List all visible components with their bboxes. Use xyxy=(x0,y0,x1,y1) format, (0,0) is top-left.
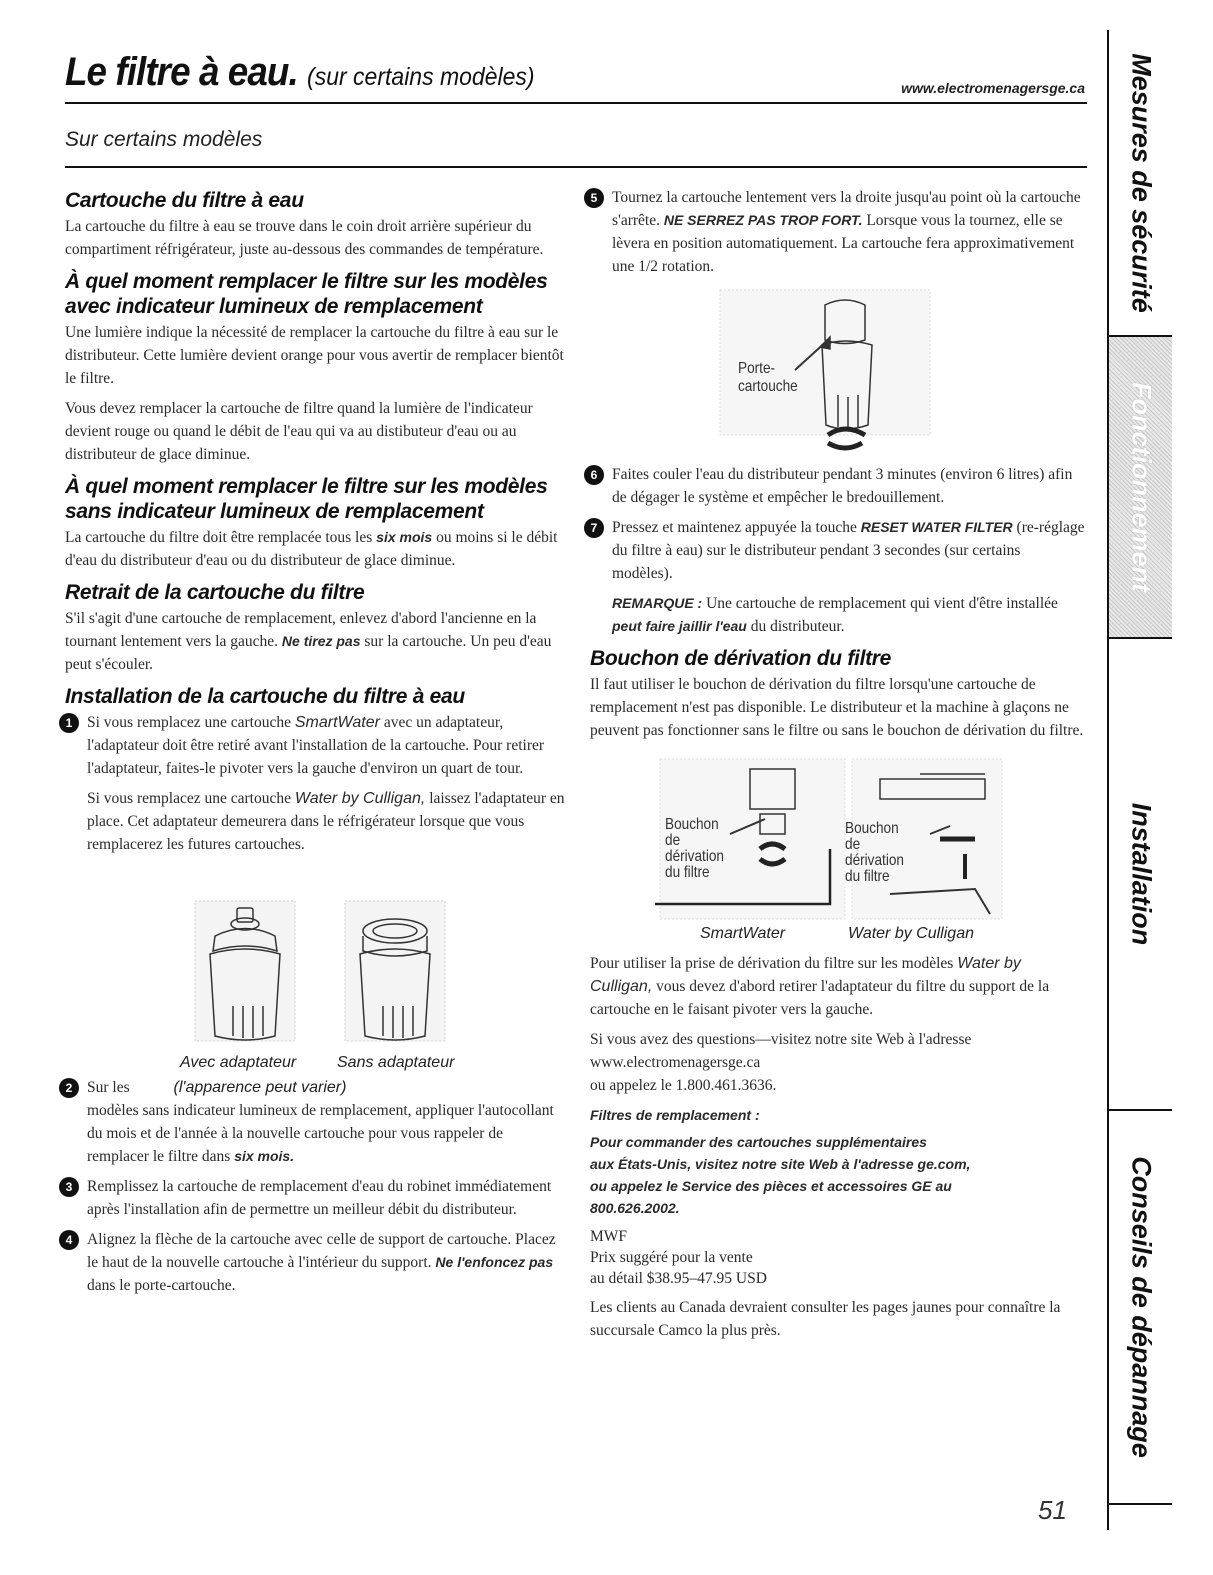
label-bouchon-2: Bouchon xyxy=(845,820,899,837)
tab-installation[interactable]: Installation xyxy=(1109,639,1172,1111)
para-avec-1: Une lumière indique la nécessité de remplacer la cartouche du filtre à eau sur le distributeur. Cette lumière devient orange pour vous avertir de remplacer bientôt le filtre. xyxy=(65,324,564,387)
bypass-figure xyxy=(590,754,1085,944)
title-sub: (sur certains modèles) xyxy=(307,63,535,91)
step-4: 4 Alignez la flèche de la cartouche avec celle de support de cartouche. Placez le haut de la nouvelle cartouche à l'intérieur du support. Ne l'enfoncez pas dans le porte-cartouche. xyxy=(65,1228,565,1297)
para-canada: Les clients au Canada devraient consulter les pages jaunes pour connaître la succursale Camco la plus près. xyxy=(590,1299,1061,1339)
caption-smartwater: SmartWater xyxy=(700,925,786,942)
heading-filtres: Filtres de remplacement : xyxy=(590,1107,760,1123)
para-commander: Pour commander des cartouches supplémentaires aux États-Unis, visitez notre site Web à l'adresse ge.com, ou appelez le Service des pièces et accessoires GE au 800.626.2002. xyxy=(590,1134,971,1216)
label-du-filtre-2: du filtre xyxy=(845,868,890,885)
label-derivation-2: dérivation xyxy=(845,852,904,869)
header-rule xyxy=(65,102,1087,104)
step-6: 6 Faites couler l'eau du distributeur pendant 3 minutes (environ 6 litres) afin de dégager le système et empêcher le bredouillement. xyxy=(590,463,1085,509)
tab-conseils-depannage[interactable]: Conseils de dépannage xyxy=(1109,1111,1172,1505)
filter-cartridges-illustration xyxy=(65,886,565,1056)
subtitle-rule xyxy=(65,166,1087,168)
para-retrait: S'il s'agit d'une cartouche de remplacement, enlevez d'abord l'ancienne en la tournant lentement vers la gauche. Ne tirez pas sur la cartouche. Un peu d'eau peut s'écouler. xyxy=(65,610,552,673)
filter-figure xyxy=(65,886,565,1076)
title-main: Le filtre à eau. xyxy=(65,50,298,94)
right-column xyxy=(590,180,1085,1349)
page-title xyxy=(65,50,535,95)
step-3: 3 Remplissez la cartouche de remplacement d'eau du robinet immédiatement après l'installation afin de permettre un meilleur débit du distributeur. xyxy=(65,1175,565,1221)
heading-sans-indicateur: À quel moment remplacer le filtre sur les modèles sans indicateur lumineux de remplacement xyxy=(65,475,548,523)
caption-avec: Avec adaptateur xyxy=(180,1054,297,1071)
heading-avec-indicateur: À quel moment remplacer le filtre sur les modèles avec indicateur lumineux de remplacement xyxy=(65,270,548,318)
label-bouchon-1: Bouchon xyxy=(665,816,719,833)
step-2: 2 Sur les (l'apparence peut varier) modèles sans indicateur lumineux de remplacement, appliquer l'autocollant du mois et de l'année à la nouvelle cartouche pour vous rappeler de remplacer le filtre dans six mois. xyxy=(65,1076,565,1168)
remarque-label: REMARQUE : xyxy=(612,595,703,611)
step-number: 1 xyxy=(59,713,79,733)
label-de-2: de xyxy=(845,836,861,853)
page-number: 51 xyxy=(1038,1495,1067,1525)
heading-bouchon: Bouchon de dérivation du filtre xyxy=(590,647,892,670)
para-utiliser: Pour utiliser la prise de dérivation du filtre sur les modèles Water by Culligan, vous devez d'abord retirer l'adaptateur du filtre du support de la cartouche en le faisant pivoter vers la gauche. xyxy=(590,955,1050,1018)
heading-installation: Installation de la cartouche du filtre à eau xyxy=(65,685,465,708)
para-prix: MWF Prix suggéré pour la vente au détail $38.95–47.95 USD xyxy=(590,1228,767,1287)
cartridge-holder-illustration xyxy=(590,285,1085,455)
label-derivation-1: dérivation xyxy=(665,848,724,865)
para-avec-2: Vous devez remplacer la cartouche de filtre quand la lumière de l'indicateur devient rouge ou quand le débit de l'eau qui va au distibuteur d'eau ou au distributeur de glace diminue. xyxy=(65,400,533,463)
caption-culligan: Water by Culligan xyxy=(848,925,974,942)
questions-url[interactable]: www.electromenagersge.ca xyxy=(590,1054,761,1071)
para-questions: Si vous avez des questions—visitez notre site Web à l'adresse www.electromenagersge.ca ou appelez le 1.800.461.3636. xyxy=(590,1031,972,1094)
label-du-filtre-1: du filtre xyxy=(665,864,710,881)
step-number: 6 xyxy=(584,465,604,485)
tab-mesures-securite[interactable]: Mesures de sécurité xyxy=(1109,30,1172,337)
para-sans: La cartouche du filtre doit être remplacée tous les six mois ou moins si le débit d'eau du distributeur d'eau ou du distributeur de glace diminue. xyxy=(65,529,558,569)
para-bouchon: Il faut utiliser le bouchon de dérivation du filtre lorsqu'une cartouche de remplacement n'est pas disponible. Le distributeur et la machine à glaçons ne peuvent pas fonctionner sans le filtre ou sans le bouchon de dérivation du filtre. xyxy=(590,676,1084,739)
site-url[interactable]: www.electromenagersge.ca xyxy=(901,80,1085,96)
para-cartouche: La cartouche du filtre à eau se trouve dans le coin droit arrière supérieur du compartiment réfrigérateur, juste au-dessous des commandes de température. xyxy=(65,218,544,258)
label-porte: Porte- xyxy=(738,360,776,377)
step-number: 4 xyxy=(59,1230,79,1250)
heading-retrait: Retrait de la cartouche du filtre xyxy=(65,581,365,604)
step-number: 3 xyxy=(59,1177,79,1197)
step-7: 7 Pressez et maintenez appuyée la touche RESET WATER FILTER (re-réglage du filtre à eau) sur le distributeur pendant 3 secondes (sur certains modèles). REMARQUE : Une cartouche de remplacement qui vient d'être installée peut faire jaillir l'eau du distributeur. xyxy=(590,516,1085,638)
step-1: 1 Si vous remplacez une cartouche SmartWater avec un adaptateur, l'adaptateur doit être retiré avant l'installation de la cartouche. Pour retirer l'adaptateur, faites-le pivoter vers la gauche d'environ un quart de tour. Si vous remplacez une cartouche Water by Culligan, laissez l'adaptateur en place. Cet adaptateur demeurera dans le réfrigérateur lorsque que vous remplacerez les futures cartouches. xyxy=(65,711,565,856)
step-number: 5 xyxy=(584,188,604,208)
left-column xyxy=(65,180,565,1304)
label-de-1: de xyxy=(665,832,681,849)
step-number: 7 xyxy=(584,518,604,538)
step-5: 5 Tournez la cartouche lentement vers la droite jusqu'au point où la cartouche s'arrête. NE SERREZ PAS TROP FORT. Lorsque vous la tournez, elle se lèvera en position automatiquement. La cartouche fera approximativement une 1/2 rotation. xyxy=(590,186,1085,278)
tab-fonctionnement[interactable]: Fonctionnement xyxy=(1109,337,1172,639)
section-sidebar xyxy=(1107,30,1172,1530)
appearance-note: (l'apparence peut varier) xyxy=(173,1079,347,1096)
caption-sans: Sans adaptateur xyxy=(337,1054,455,1071)
subtitle: Sur certains modèles xyxy=(65,128,263,151)
holder-figure xyxy=(590,285,1085,455)
heading-cartouche: Cartouche du filtre à eau xyxy=(65,189,304,212)
label-cartouche: cartouche xyxy=(738,378,798,395)
step-number: 2 xyxy=(59,1078,79,1098)
